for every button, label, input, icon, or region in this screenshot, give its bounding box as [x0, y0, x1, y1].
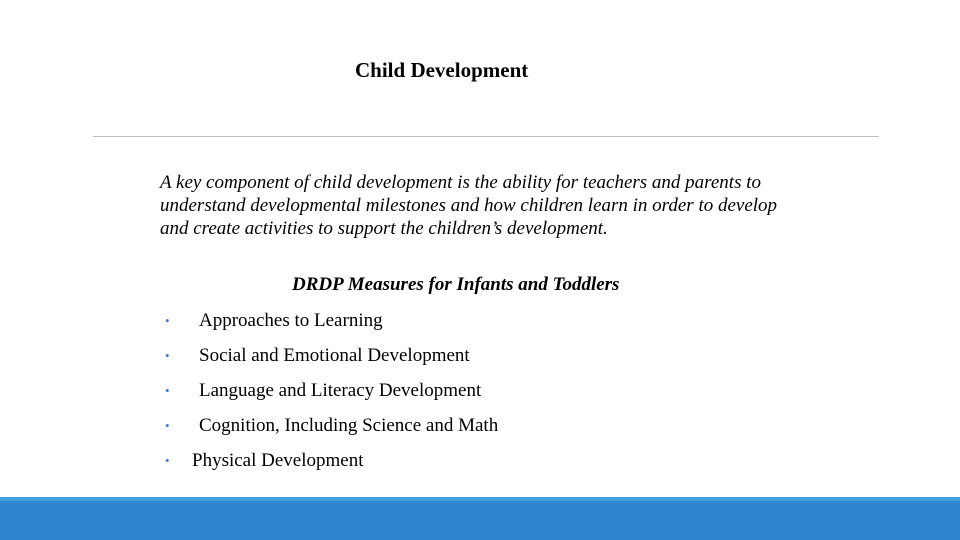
footer-bar: [0, 497, 960, 540]
slide-title: Child Development: [355, 58, 529, 82]
list-item-label: Approaches to Learning: [199, 310, 383, 331]
measures-subheading: DRDP Measures for Infants and Toddlers: [292, 274, 620, 295]
intro-paragraph: A key component of child development is the ability for teachers and parents to understand developmental milestones and how children learn in order to develop and create activities to support the children’s development.: [160, 172, 778, 239]
bullet-icon: •: [165, 313, 170, 328]
list-item-label: Language and Literacy Development: [199, 380, 482, 401]
bullet-icon: •: [165, 348, 170, 363]
bullet-icon: •: [165, 453, 170, 468]
list-item-label: Social and Emotional Development: [199, 345, 470, 366]
bullet-icon: •: [165, 418, 170, 433]
bullet-icon: •: [165, 383, 170, 398]
list-item-label: Physical Development: [192, 450, 364, 471]
list-item-label: Cognition, Including Science and Math: [199, 415, 499, 436]
title-divider: [93, 136, 879, 137]
footer-stripe: [0, 497, 960, 501]
